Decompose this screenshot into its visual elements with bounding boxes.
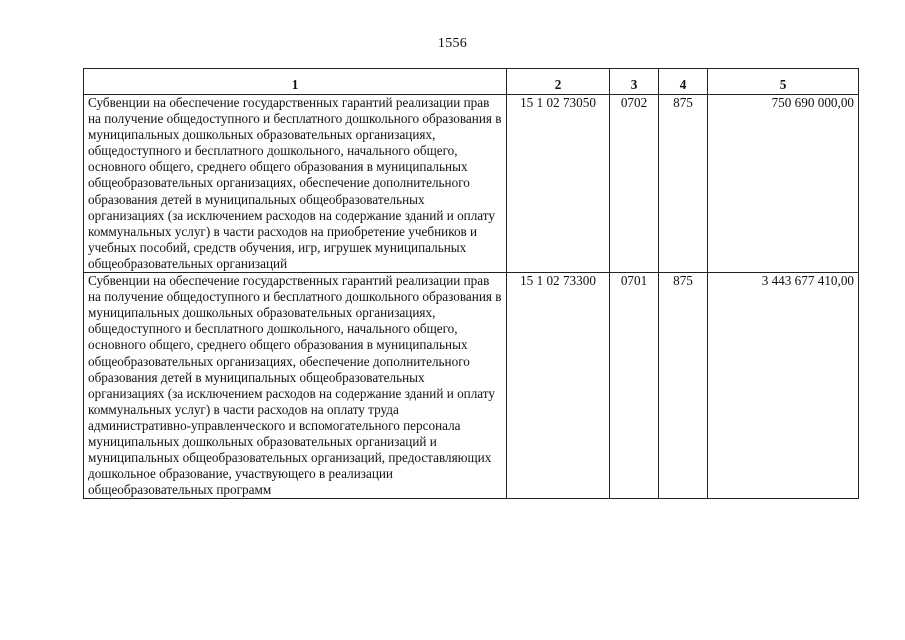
row-description: Субвенции на обеспечение государственных гарантий реализации прав на получение общедоступного и бесплатного дошкольного образования в муниципальных дошкольных образовательных организациях, общедоступного и бесплатного дошкольного, начального общего, основного общего, среднего общего образования в муниципальных общеобразовательных организациях, обеспечение дополнительного образования детей в муниципальных общеобразовательных организациях (за исключением расходов на содержание зданий и оплату коммунальных услуг) в части расходов на оплату труда административно-управленческого и вспомогательного персонала муниципальных дошкольных образовательных организаций и муниципальных общеобразовательных организаций, предоставляющих дошкольное образование, участвующего в реализации общеобразовательных программ (84, 273, 507, 499)
header-col-5: 5 (708, 69, 859, 95)
row-expense-type: 875 (659, 95, 708, 273)
header-col-2: 2 (507, 69, 610, 95)
row-section-code: 0702 (610, 95, 659, 273)
header-col-3: 3 (610, 69, 659, 95)
table-row (84, 95, 859, 273)
header-col-1: 1 (84, 69, 507, 95)
row-description: Субвенции на обеспечение государственных гарантий реализации прав на получение общедоступного и бесплатного дошкольного образования в муниципальных дошкольных образовательных организациях, общедоступного и бесплатного дошкольного, начального общего, основного общего, среднего общего образования в муниципальных общеобразовательных организациях, обеспечение дополнительного образования детей в муниципальных общеобразовательных организациях (за исключением расходов на содержание зданий и оплату коммунальных услуг) в части расходов на приобретение учебников и учебных пособий, средств обучения, игр, игрушек муниципальных общеобразовательных организаций (84, 95, 507, 273)
table-header-row (84, 69, 859, 95)
page-number: 1556 (437, 36, 468, 51)
row-expense-type: 875 (659, 273, 708, 499)
header-col-4: 4 (659, 69, 708, 95)
budget-table (83, 68, 859, 499)
row-target-code: 15 1 02 73300 (507, 273, 610, 499)
row-amount: 3 443 677 410,00 (708, 273, 859, 499)
row-amount: 750 690 000,00 (708, 95, 859, 273)
table-row (84, 273, 859, 499)
row-section-code: 0701 (610, 273, 659, 499)
row-target-code: 15 1 02 73050 (507, 95, 610, 273)
